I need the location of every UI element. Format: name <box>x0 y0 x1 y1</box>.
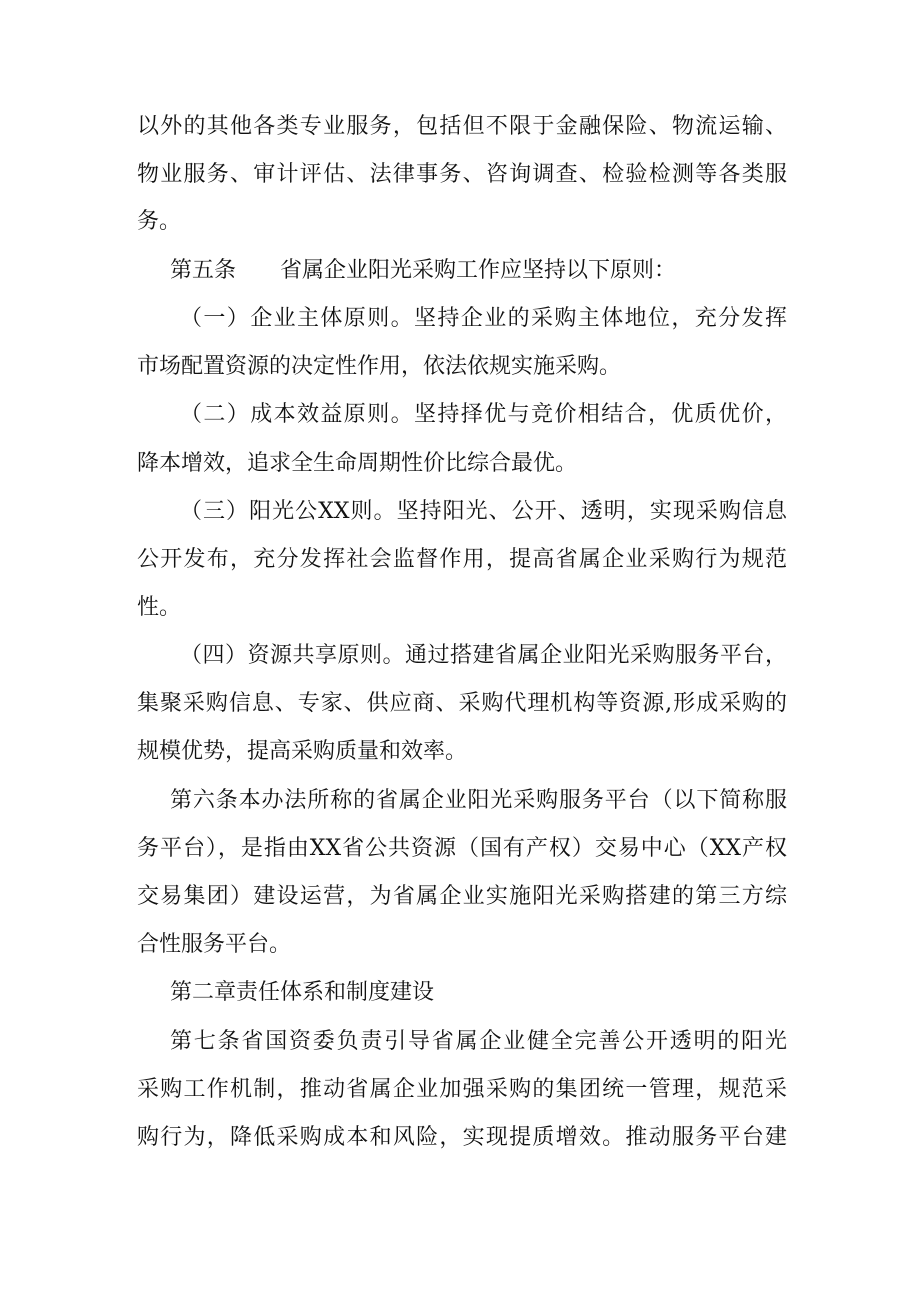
text-line: 交易集团）建设运营，为省属企业实施阳光采购搭建的第三方综 <box>137 884 787 909</box>
text-line: 合性服务平台。 <box>137 932 292 957</box>
text-line: （四）资源共享原则。通过搭建省属企业阳光采购服务平台， <box>180 643 787 668</box>
text-line: 购行为，降低采购成本和风险，实现提质增效。推动服务平台建 <box>137 1125 787 1150</box>
text-line: 务。 <box>137 209 182 234</box>
text-line: （三）阳光公XX则。坚持阳光、公开、透明，实现采购信息 <box>180 499 787 524</box>
text-line: 性。 <box>137 595 182 620</box>
text-line: 务平台），是指由XX省公共资源（国有产权）交易中心（XX产权 <box>137 836 787 861</box>
text-line: 采购工作机制，推动省属企业加强采购的集团统一管理，规范采 <box>137 1077 787 1102</box>
article-heading: 第五条 省属企业阳光采购工作应坚持以下原则： <box>170 258 677 283</box>
text-line: 第七条省国资委负责引导省属企业健全完善公开透明的阳光 <box>170 1029 787 1054</box>
text-line: 规模优势，提高采购质量和效率。 <box>137 739 468 764</box>
text-line: （二）成本效益原则。坚持择优与竞价相结合，优质优价， <box>180 402 787 427</box>
text-line: 以外的其他各类专业服务，包括但不限于金融保险、物流运输、 <box>137 114 787 139</box>
text-line: （一）企业主体原则。坚持企业的采购主体地位，充分发挥 <box>180 306 787 331</box>
text-line: 第六条本办法所称的省属企业阳光采购服务平台（以下简称服 <box>170 788 787 813</box>
text-line: 降本增效，追求全生命周期性价比综合最优。 <box>137 451 578 476</box>
chapter-heading: 第二章责任体系和制度建设 <box>170 980 435 1005</box>
text-line: 集聚采购信息、专家、供应商、采购代理机构等资源,形成采购的 <box>137 691 787 716</box>
text-line: 物业服务、审计评估、法律事务、咨询调查、检验检测等各类服 <box>137 162 787 187</box>
text-line: 公开发布，充分发挥社会监督作用，提高省属企业采购行为规范 <box>137 547 787 572</box>
text-line: 市场配置资源的决定性作用，依法依规实施采购。 <box>137 354 622 379</box>
